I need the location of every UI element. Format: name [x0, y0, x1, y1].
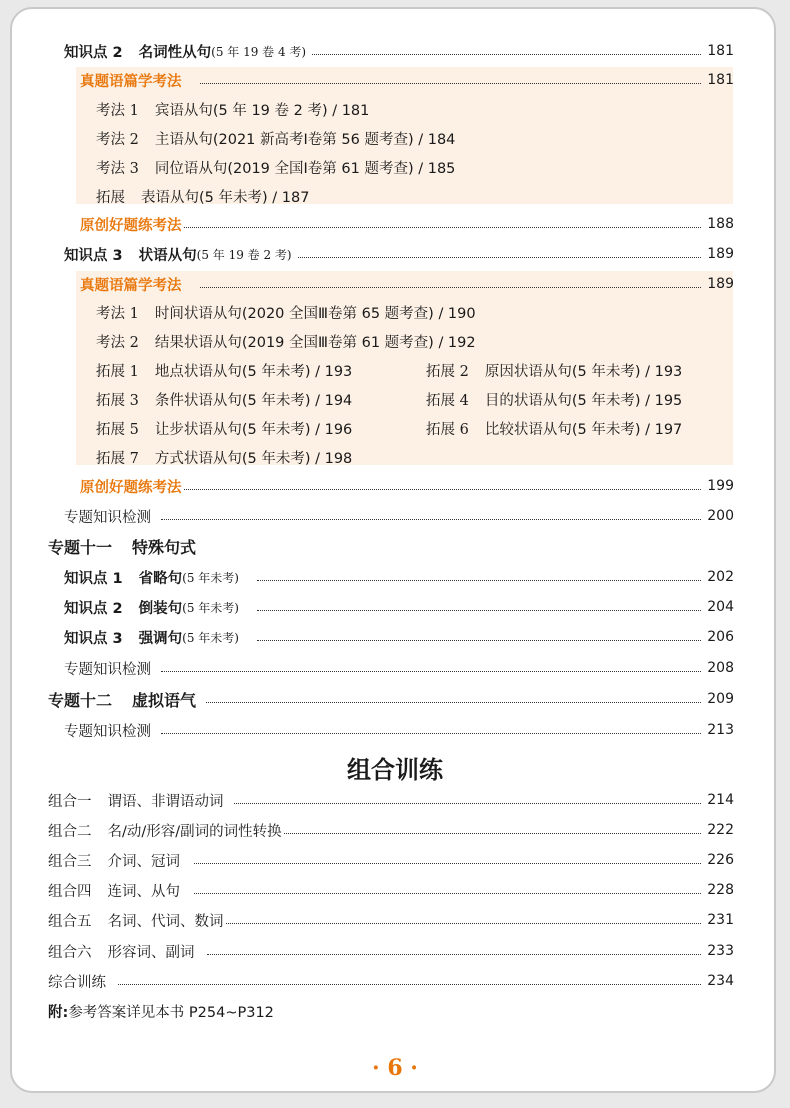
- leader-dots: [161, 670, 701, 672]
- entry-note: (5 年 19 卷 2 考): [196, 247, 292, 262]
- topic-title: 虚拟语气: [132, 690, 197, 710]
- page-number: 200: [707, 508, 734, 524]
- toc-entry-original-practice[interactable]: [80, 472, 734, 500]
- entry-label: 原创好题练考法: [80, 479, 182, 496]
- combo-label: 组合六: [48, 944, 92, 961]
- leader-dots: [312, 53, 701, 55]
- combo-title: 谓语、非谓语动词: [107, 793, 224, 810]
- entry-label: 综合训练: [48, 974, 106, 991]
- extension-item[interactable]: [426, 356, 682, 384]
- method-key: 拓展 3: [96, 392, 139, 409]
- method-key: 考法 1: [96, 305, 139, 322]
- page-number: 222: [707, 822, 734, 838]
- method-text: 主语从句(2021 新高考Ⅰ卷第 56 题考查) / 184: [154, 131, 456, 148]
- method-item[interactable]: [96, 182, 309, 210]
- entry-title: 名词性从句: [138, 44, 212, 61]
- method-key: 拓展 7: [96, 450, 139, 467]
- method-text: 地点状语从句(5 年未考) / 193: [154, 363, 353, 380]
- entry-title: 省略句: [138, 570, 183, 587]
- toc-entry-summary[interactable]: [48, 967, 734, 995]
- toc-entry-combo[interactable]: [48, 846, 734, 874]
- extension-item[interactable]: [96, 443, 352, 471]
- page-number: 209: [707, 691, 734, 707]
- extension-item[interactable]: [426, 385, 682, 413]
- page-number: 181: [707, 72, 734, 88]
- combo-label: 组合二: [48, 823, 92, 840]
- leader-dots: [200, 286, 702, 288]
- topic-label: 专题十一: [48, 537, 113, 557]
- page-number: 202: [707, 569, 734, 585]
- combo-title: 名词、代词、数词: [107, 913, 224, 930]
- method-text: 让步状语从句(5 年未考) / 196: [154, 421, 353, 438]
- method-key: 考法 2: [96, 131, 139, 148]
- method-key: 考法 1: [96, 102, 139, 119]
- combo-label: 组合一: [48, 793, 92, 810]
- toc-entry-kp3[interactable]: [64, 240, 734, 268]
- toc-entry-combo[interactable]: [48, 876, 734, 904]
- page-number: 213: [707, 722, 734, 738]
- page-number: 226: [707, 852, 734, 868]
- section-heading: 组合训练: [347, 755, 443, 784]
- extension-item[interactable]: [96, 414, 352, 442]
- combo-title: 连词、从句: [107, 883, 180, 900]
- page-number: 199: [707, 478, 734, 494]
- entry-label: 专题知识检测: [64, 661, 151, 678]
- leader-dots: [234, 802, 702, 804]
- entry-label: 真题语篇学考法: [80, 73, 182, 90]
- method-text: 时间状语从句(2020 全国Ⅲ卷第 65 题考查) / 190: [154, 305, 476, 322]
- leader-dots: [161, 732, 701, 734]
- method-text: 目的状语从句(5 年未考) / 195: [484, 392, 683, 409]
- toc-entry-kp2[interactable]: [64, 37, 734, 65]
- leader-dots: [118, 983, 701, 985]
- extension-item[interactable]: [96, 356, 352, 384]
- toc-entry-kp[interactable]: [64, 623, 734, 651]
- entry-note: (5 年未考): [182, 600, 239, 615]
- method-item[interactable]: [96, 327, 476, 355]
- leader-dots: [284, 832, 702, 834]
- page-number: 208: [707, 660, 734, 676]
- entry-title: 状语从句: [138, 247, 197, 264]
- page-number: 188: [707, 216, 734, 232]
- method-key: 拓展 4: [426, 392, 469, 409]
- topic-title: 特殊句式: [132, 537, 197, 557]
- leader-dots: [298, 256, 702, 258]
- combo-title: 形容词、副词: [107, 944, 195, 961]
- method-item[interactable]: [96, 153, 455, 181]
- page-number: 181: [707, 43, 734, 59]
- topic-label: 专题十二: [48, 690, 113, 710]
- entry-label: 原创好题练考法: [80, 217, 182, 234]
- method-text: 同位语从句(2019 全国Ⅰ卷第 61 题考查) / 185: [154, 160, 456, 177]
- method-item[interactable]: [96, 95, 369, 123]
- toc-entry-original-practice[interactable]: [80, 210, 734, 238]
- method-text: 原因状语从句(5 年未考) / 193: [484, 363, 683, 380]
- leader-dots: [161, 518, 701, 520]
- extension-item[interactable]: [426, 414, 682, 442]
- entry-label: 专题知识检测: [64, 723, 151, 740]
- page-number: 189: [707, 246, 734, 262]
- page-number: 206: [707, 629, 734, 645]
- combo-label: 组合五: [48, 913, 92, 930]
- entry-label: 真题语篇学考法: [80, 277, 182, 294]
- toc-topic-11[interactable]: [48, 532, 734, 560]
- method-text: 表语从句(5 年未考) / 187: [141, 189, 310, 206]
- method-text: 宾语从句(5 年 19 卷 2 考) / 181: [154, 102, 370, 119]
- toc-topic-12[interactable]: [48, 685, 734, 713]
- method-item[interactable]: [96, 298, 476, 326]
- page-number: 228: [707, 882, 734, 898]
- method-key: 考法 2: [96, 334, 139, 351]
- page-number: 233: [707, 943, 734, 959]
- entry-label: 知识点 2: [64, 600, 123, 617]
- combo-title: 名/动/形容/副词的词性转换: [107, 823, 282, 840]
- leader-dots: [184, 226, 702, 228]
- leader-dots: [207, 953, 702, 955]
- method-key: 拓展 2: [426, 363, 469, 380]
- combo-label: 组合四: [48, 883, 92, 900]
- toc-entry-combo[interactable]: [48, 906, 734, 934]
- method-key: 拓展 6: [426, 421, 469, 438]
- entry-label: 知识点 2: [64, 44, 123, 61]
- entry-label: 专题知识检测: [64, 509, 151, 526]
- leader-dots: [257, 639, 701, 641]
- toc-entry-exam-methods[interactable]: [80, 66, 734, 94]
- leader-dots: [194, 862, 701, 864]
- leader-dots: [200, 82, 702, 84]
- page-number: 234: [707, 973, 734, 989]
- entry-title: 强调句: [138, 630, 183, 647]
- toc-entry-combo[interactable]: [48, 816, 734, 844]
- entry-note: (5 年未考): [182, 630, 239, 645]
- leader-dots: [194, 892, 701, 894]
- entry-note: (5 年 19 卷 4 考): [211, 44, 307, 59]
- toc-entry-exam-methods[interactable]: [80, 270, 734, 298]
- page-number: 204: [707, 599, 734, 615]
- method-key: 拓展 1: [96, 363, 139, 380]
- page-number: 189: [707, 276, 734, 292]
- page-number: 231: [707, 912, 734, 928]
- leader-dots: [206, 701, 701, 703]
- leader-dots: [184, 488, 702, 490]
- method-text: 比较状语从句(5 年未考) / 197: [484, 421, 683, 438]
- toc-entry-knowledge-check[interactable]: [64, 654, 734, 682]
- appendix-note: [48, 997, 734, 1025]
- appendix-text: 参考答案详见本书 P254~P312: [68, 1004, 274, 1021]
- method-item[interactable]: [96, 124, 455, 152]
- combo-label: 组合三: [48, 853, 92, 870]
- toc-entry-kp[interactable]: [64, 563, 734, 591]
- method-key: 拓展: [96, 189, 125, 206]
- extension-item[interactable]: [96, 385, 352, 413]
- leader-dots: [257, 579, 701, 581]
- toc-entry-combo[interactable]: [48, 937, 734, 965]
- method-key: 拓展 5: [96, 421, 139, 438]
- appendix-prefix: 附:: [48, 1004, 69, 1021]
- entry-title: 倒装句: [138, 600, 183, 617]
- leader-dots: [257, 609, 701, 611]
- toc-entry-kp[interactable]: [64, 593, 734, 621]
- method-text: 方式状语从句(5 年未考) / 198: [154, 450, 353, 467]
- leader-dots: [226, 922, 702, 924]
- entry-label: 知识点 3: [64, 247, 123, 264]
- combo-title: 介词、冠词: [107, 853, 180, 870]
- toc-entry-combo[interactable]: [48, 786, 734, 814]
- method-key: 考法 3: [96, 160, 139, 177]
- page-number-footer: · 6 ·: [372, 1055, 418, 1081]
- entry-note: (5 年未考): [182, 570, 239, 585]
- method-text: 结果状语从句(2019 全国Ⅲ卷第 61 题考查) / 192: [154, 334, 476, 351]
- method-text: 条件状语从句(5 年未考) / 194: [154, 392, 353, 409]
- entry-label: 知识点 1: [64, 570, 123, 587]
- toc-entry-knowledge-check[interactable]: [64, 716, 734, 744]
- page-number: 214: [707, 792, 734, 808]
- toc-entry-knowledge-check[interactable]: [64, 502, 734, 530]
- entry-label: 知识点 3: [64, 630, 123, 647]
